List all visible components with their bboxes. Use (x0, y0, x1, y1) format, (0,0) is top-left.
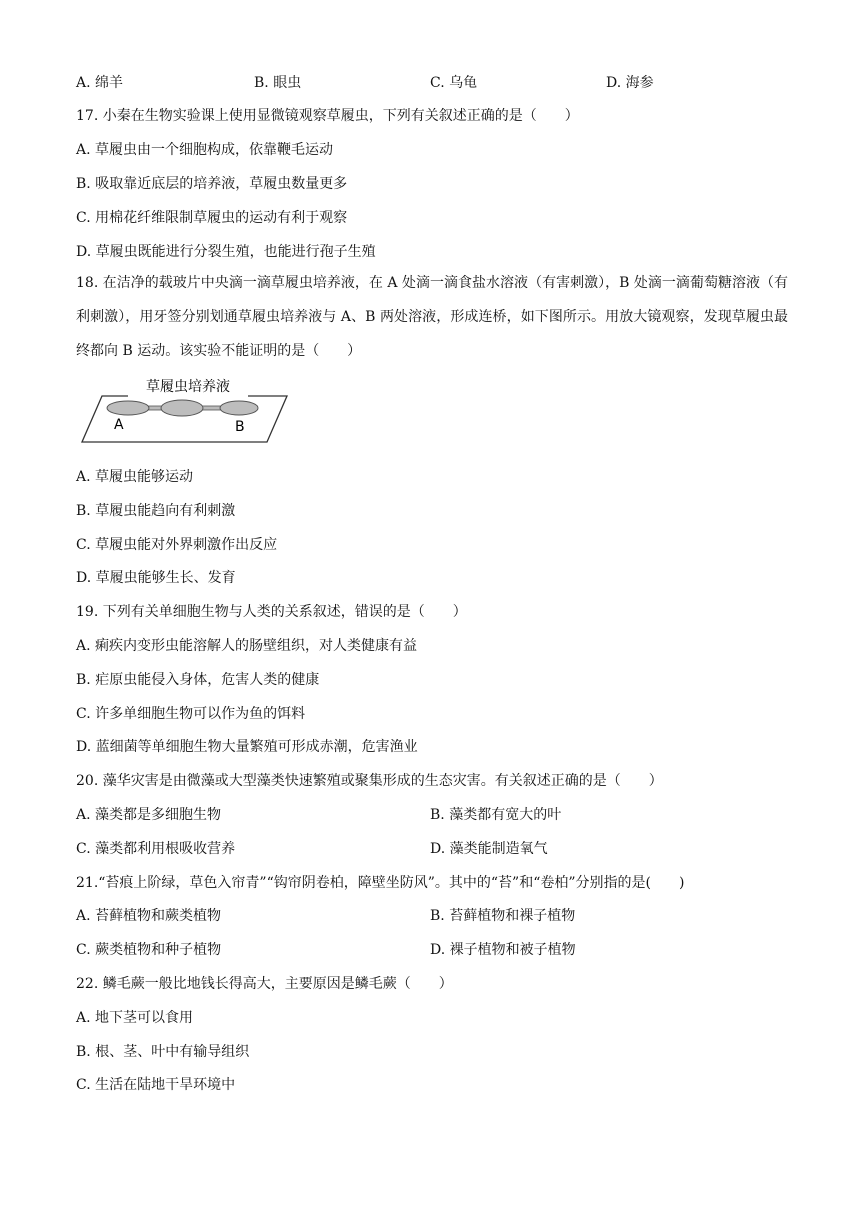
question-stem: 21.“苔痕上阶绿，草色入帘青”“钩帘阴卷柏，障壁坐防风”。其中的“苔”和“卷柏”分别指的是( ) (76, 875, 685, 891)
option-text: C. 许多单细胞生物可以作为鱼的饵料 (76, 706, 306, 722)
option-text: A. 藻类都是多细胞生物 (76, 807, 222, 823)
option-text: D. 草履虫能够生长、发育 (76, 570, 236, 586)
option-text: B. 藻类都有宽大的叶 (430, 807, 562, 823)
option-text: A. 地下茎可以食用 (76, 1010, 194, 1026)
question-stem: 22. 鳞毛蕨一般比地钱长得高大，主要原因是鳞毛蕨（ ） (76, 976, 453, 992)
option-text: A. 绵羊 (76, 75, 124, 91)
drop-b (220, 401, 258, 415)
figure-title: 草履虫培养液 (146, 379, 230, 395)
option-text: B. 草履虫能趋向有利刺激 (76, 503, 236, 519)
drop-culture (161, 400, 203, 416)
question-stem: 20. 藻华灾害是由微藻或大型藻类快速繁殖或聚集形成的生态灾害。有关叙述正确的是（ ） (76, 773, 663, 789)
question-stem: 19. 下列有关单细胞生物与人类的关系叙述，错误的是（ ） (76, 604, 467, 620)
option-text: D. 藻类能制造氧气 (430, 841, 548, 857)
option-text: C. 用棉花纤维限制草履虫的运动有利于观察 (76, 210, 348, 226)
option-text: D. 草履虫既能进行分裂生殖，也能进行孢子生殖 (76, 244, 376, 260)
option-text: A. 苔藓植物和蕨类植物 (76, 908, 222, 924)
question-stem: 18. 在洁净的载玻片中央滴一滴草履虫培养液，在 A 处滴一滴食盐水溶液（有害刺激），B 处滴一滴葡萄糖溶液（有利刺激），用牙签分别划通草履虫培养液与 A、B 两处溶液，形成连桥，如下图所示。用放大镜观察，发现草履虫最终都向 B 运动。该实验不能证明的是（ ） (76, 275, 788, 359)
option-text: C. 蕨类植物和种子植物 (76, 942, 222, 958)
option-text: A. 草履虫由一个细胞构成，依靠鞭毛运动 (76, 142, 334, 158)
option-text: C. 草履虫能对外界刺激作出反应 (76, 537, 278, 553)
label-b: B (235, 419, 245, 435)
option-text: B. 眼虫 (254, 75, 302, 91)
option-text: D. 裸子植物和被子植物 (430, 942, 576, 958)
label-a: A (114, 417, 124, 433)
option-text: C. 藻类都利用根吸收营养 (76, 841, 236, 857)
option-text: B. 根、茎、叶中有输导组织 (76, 1044, 250, 1060)
option-text: B. 疟原虫能侵入身体，危害人类的健康 (76, 672, 320, 688)
option-text: C. 乌龟 (430, 75, 478, 91)
option-text: B. 吸取靠近底层的培养液，草履虫数量更多 (76, 176, 348, 192)
option-text: D. 蓝细菌等单细胞生物大量繁殖可形成赤潮，危害渔业 (76, 739, 418, 755)
option-text: A. 草履虫能够运动 (76, 469, 194, 485)
option-text: D. 海参 (606, 75, 654, 91)
option-text: B. 苔藓植物和裸子植物 (430, 908, 576, 924)
option-text: C. 生活在陆地干旱环境中 (76, 1077, 236, 1093)
drop-a (107, 401, 149, 415)
question-stem: 17. 小秦在生物实验课上使用显微镜观察草履虫，下列有关叙述正确的是（ ） (76, 108, 579, 124)
experiment-figure (78, 370, 293, 446)
option-text: A. 痢疾内变形虫能溶解人的肠壁组织，对人类健康有益 (76, 638, 418, 654)
